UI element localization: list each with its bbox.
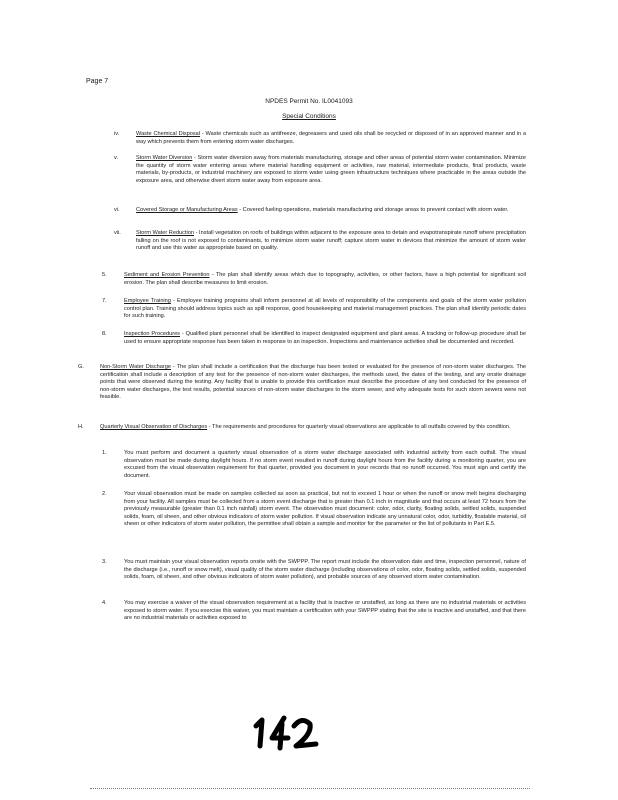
section-title: Special Conditions — [282, 113, 336, 120]
item-marker: v. — [114, 155, 118, 161]
item-text: - Waste chemicals such as antifreeze, degreasers and used oils shall be recycled or disposed of in an approved manner and in a way which prevents them from entering storm water discharges. — [136, 131, 526, 145]
item-text: You must maintain your visual observation reports onsite with the SWPPP. The report must include the observation date and time, inspection personnel, nature of the discharge (i.e., runoff or snow melt), visual quality of the storm water discharge (including observations of color, odor, floating solids, settled solids, suspended solids, foam, oil sheen, and other obvious indicators of storm water pollution), and probable sources of any observed storm water contamination. — [124, 559, 526, 581]
permit-number: NPDES Permit No. IL0041093 — [265, 98, 353, 105]
item-marker: 7. — [102, 298, 107, 304]
item-text: - Install vegetation on roofs of buildings within adjacent to the exposure area to detain and evapotranspirate runoff where precipitation falling on the roof is not exposed to contaminants, to minimize storm water runoff; capture storm water in devices that minimize the amount of storm water runoff and use this water as appropriate based on quality. — [136, 230, 526, 252]
item-title: Waste Chemical Disposal — [136, 131, 201, 137]
item-title: Storm Water Reduction — [136, 230, 194, 236]
item-title: Quarterly Visual Observation of Discharges — [100, 424, 208, 430]
item-text: - Storm water diversion away from materials manufacturing, storage and other areas of potential storm water contamination. Minimize the quantity of storm water entering areas where material handling equipment or activities, raw material, intermediate products, final products, waste materials, by-products, or industrial machinery are exposed to storm water using green infrastructure techniques where practicable in the areas outside the exposure area, and otherwise divert storm water away from exposure area. — [136, 155, 526, 184]
item-vi — [114, 207, 526, 215]
item-text: You must perform and document a quarterly visual observation of a storm water discharge associated with industrial activity from each outfall. The visual observation must be made during daylight hours. If no storm event resulted in runoff during daylight hours from the facility during a monitoring quarter, you are excused from the visual observation requirement for that quarter, provided you document in your records that no runoff occurred. You must sign and certify the document. — [124, 450, 526, 479]
item-g — [78, 364, 526, 402]
item-marker: 8. — [102, 331, 107, 337]
item-h2 — [102, 491, 526, 529]
item-text: - Qualified plant personnel shall be identified to inspect designated equipment and plant areas. A tracking or follow-up procedure shall be used to ensure appropriate response has been taken in response to an inspection. Inspections and maintenance activities shall be documented and recorded. — [124, 331, 526, 345]
item-vii — [114, 230, 526, 253]
item-5 — [102, 272, 526, 287]
item-text: - The requirements and procedures for quarterly visual observations are applicable to all outfalls covered by this condition. — [207, 424, 511, 430]
item-marker: H. — [78, 424, 84, 430]
item-text: Your visual observation must be made on samples collected as soon as practical, but not to exceed 1 hour or when the runoff or snow melt begins discharging from your facility. All samples must be collected from a storm event discharge that is greater than 0.1 inch in magnitude and that occurs at least 72 hours from the previously measurable (greater than 0.1 inch rainfall) storm event. The observation must document: color, odor, clarity, floating solids, settled solids, suspended solids, foam, oil sheen, and other obvious indicators of storm water pollution. If visual observation indicate any unnatural color, odor, turbidity, floatable material, oil sheen or other indicators of storm water pollution, the permittee shall obtain a sample and monitor for the parameter or the list of pollutants in Part E.5. — [124, 491, 526, 528]
item-title: Storm Water Diversion — [136, 155, 193, 161]
item-iv — [114, 131, 526, 146]
item-text: - The plan shall include a certification that the discharge has been tested or evaluated for the presence of non-storm water discharges. The certification shall include a description of any test for the presence of non-storm water discharges, the methods used, the dates of the testing, and any onsite drainage points that were observed during the testing. Any facility that is unable to provide this certification must describe the procedure of any test conducted for the presence of non-storm water discharges, the test results, potential sources of non-storm water discharges to the storm sewer, and why adequate tests for such storm sewers were not feasible. — [100, 364, 526, 401]
item-marker: vi. — [114, 207, 120, 213]
item-title: Non-Storm Water Discharge — [100, 364, 171, 370]
item-text: - Covered fueling operations, materials manufacturing and storage areas to prevent contact with storm water. — [237, 207, 509, 213]
item-marker: 1. — [102, 450, 107, 456]
item-text: You may exercise a waiver of the visual observation requirement at a facility that is inactive or unstaffed, as long as there are no industrial materials or activities exposed to storm water. If you exercise this waiver, you must maintain a certification with your SWPPP stating that the site is inactive and unstaffed, and that there are no industrial materials or activities exposed to — [124, 600, 526, 622]
item-v — [114, 155, 526, 185]
item-marker: vii. — [114, 230, 121, 236]
item-text: - Employee training programs shall inform personnel at all levels of responsibility of the components and goals of the storm water pollution control plan. Training should address topics such as spill response, good housekeeping and material management practices. The plan shall identify periodic dates for such training. — [124, 298, 526, 320]
item-marker: 2. — [102, 491, 107, 497]
item-marker: 3. — [102, 559, 107, 565]
item-title: Sediment and Erosion Prevention — [124, 272, 210, 278]
item-marker: G. — [78, 364, 84, 370]
item-title: Covered Storage or Manufacturing Areas — [136, 207, 238, 213]
item-7 — [102, 298, 526, 321]
item-title: Employee Training — [124, 298, 171, 304]
item-h4 — [102, 600, 526, 623]
item-h — [78, 424, 526, 432]
item-title: Inspection Procedures — [124, 331, 180, 337]
item-text: - The plan shall identify areas which due to topography, activities, or other factors, have a high potential for significant soil erosion. The plan shall describe measures to limit erosion. — [124, 272, 526, 286]
item-marker: iv. — [114, 131, 120, 137]
item-marker: 4. — [102, 600, 107, 606]
footer-rule — [90, 788, 530, 790]
handwritten-page-number — [250, 712, 320, 752]
item-marker: 5. — [102, 272, 107, 278]
item-8 — [102, 331, 526, 346]
item-h1 — [102, 450, 526, 480]
item-h3 — [102, 559, 526, 582]
page-label: Page 7 — [86, 78, 109, 85]
